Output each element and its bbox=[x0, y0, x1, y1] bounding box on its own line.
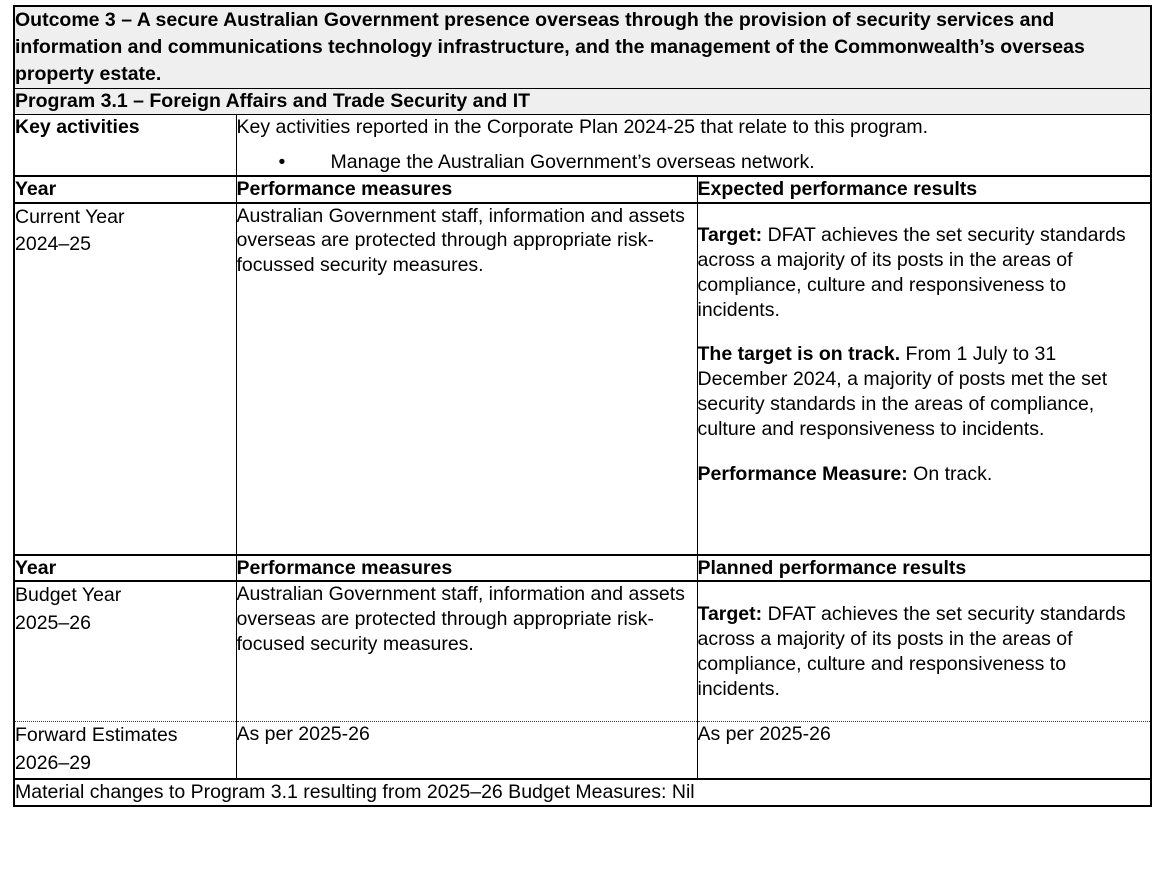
forward-estimates-line-1: Forward Estimates bbox=[15, 724, 178, 747]
column-header-year-planned: Year bbox=[14, 555, 236, 582]
result-lead-label: Target: bbox=[697, 224, 763, 247]
result-paragraph bbox=[698, 342, 1151, 442]
result-paragraph bbox=[698, 602, 1151, 702]
result-body-text: DFAT achieves the set security standards across a majority of its posts in the areas of compliance, culture and responsiveness to incidents. bbox=[697, 602, 1126, 700]
key-activities-intro: Key activities reported in the Corporate Plan 2024-25 that relate to this program. bbox=[236, 115, 929, 138]
forward-estimates-measure: As per 2025-26 bbox=[236, 722, 697, 779]
column-header-measures-current: Performance measures bbox=[236, 176, 697, 203]
current-year-measure: Australian Government staff, information and assets overseas are protected through appropriate risk-focussed security measures. bbox=[236, 203, 697, 555]
key-activities-row bbox=[14, 114, 1151, 175]
material-changes-row bbox=[14, 779, 1151, 806]
budget-year-line-2: 2025–26 bbox=[15, 612, 91, 635]
budget-year-row bbox=[14, 581, 1151, 721]
material-changes-text: Material changes to Program 3.1 resulting from 2025–26 Budget Measures: Nil bbox=[14, 779, 1151, 806]
key-activities-bullet-text: Manage the Australian Government’s overseas network. bbox=[330, 150, 815, 173]
planned-header-row bbox=[14, 555, 1151, 582]
program-performance-table bbox=[13, 5, 1152, 807]
key-activities-body bbox=[236, 114, 1151, 175]
result-lead-label: The target is on track. bbox=[697, 343, 901, 366]
current-year-cell bbox=[14, 203, 236, 555]
column-header-expected-results: Expected performance results bbox=[697, 176, 1151, 203]
result-lead-label: Performance Measure: bbox=[697, 462, 908, 485]
budget-year-cell bbox=[14, 581, 236, 721]
result-paragraph bbox=[698, 462, 1151, 487]
result-paragraph bbox=[698, 223, 1151, 323]
current-header-row bbox=[14, 176, 1151, 203]
program-row bbox=[14, 88, 1151, 114]
current-year-row bbox=[14, 203, 1151, 555]
key-activities-label: Key activities bbox=[14, 114, 236, 175]
bullet-icon: • bbox=[278, 150, 286, 173]
program-heading: Program 3.1 – Foreign Affairs and Trade Security and IT bbox=[14, 88, 1151, 114]
forward-estimates-results: As per 2025-26 bbox=[697, 722, 1151, 779]
forward-estimates-row bbox=[14, 722, 1151, 779]
forward-estimates-line-2: 2026–29 bbox=[15, 751, 91, 774]
current-year-line-1: Current Year bbox=[15, 205, 125, 228]
budget-year-line-1: Budget Year bbox=[15, 584, 122, 607]
result-body-text: From 1 July to 31 December 2024, a majority of posts met the set security standards in the areas of compliance, culture and responsiveness to incidents. bbox=[697, 343, 1108, 441]
forward-estimates-cell bbox=[14, 722, 236, 779]
column-header-measures-planned: Performance measures bbox=[236, 555, 697, 582]
budget-year-measure: Australian Government staff, information and assets overseas are protected through appropriate risk-focused security measures. bbox=[236, 581, 697, 721]
outcome-heading: Outcome 3 – A secure Australian Government presence overseas through the provision of security services and information and communications technology infrastructure, and the management of the Commonwealth’s overseas property estate. bbox=[14, 6, 1151, 88]
budget-year-results bbox=[697, 581, 1151, 721]
column-header-planned-results: Planned performance results bbox=[697, 555, 1151, 582]
current-year-line-2: 2024–25 bbox=[15, 233, 91, 256]
column-header-year-current: Year bbox=[14, 176, 236, 203]
key-activities-bullet-item bbox=[237, 150, 1151, 175]
result-lead-label: Target: bbox=[697, 602, 763, 625]
result-body-text: On track. bbox=[907, 462, 993, 485]
result-body-text: DFAT achieves the set security standards across a majority of its posts in the areas of compliance, culture and responsiveness to incidents. bbox=[697, 224, 1126, 321]
outcome-row bbox=[14, 6, 1151, 88]
current-year-results bbox=[697, 203, 1151, 555]
